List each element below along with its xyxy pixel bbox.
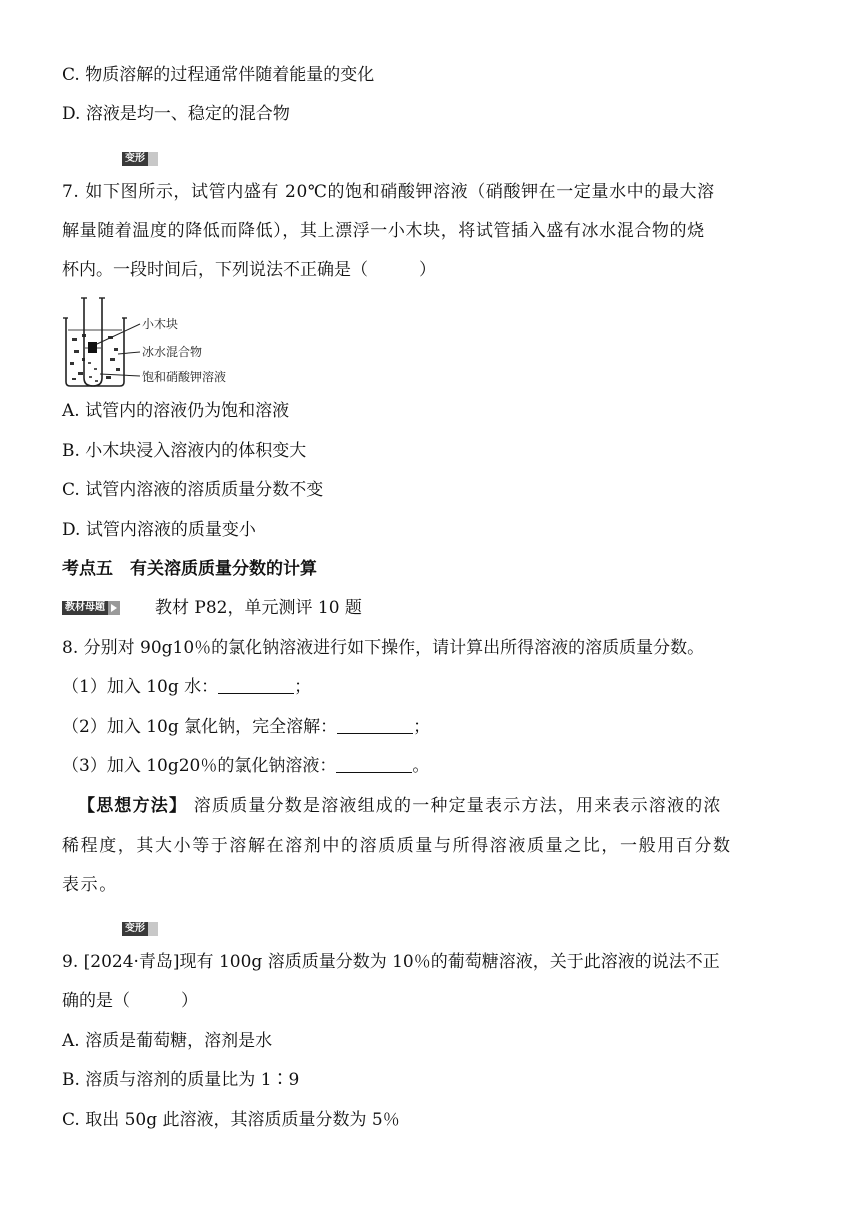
tube-crystals: [88, 362, 98, 382]
variant-tag-2: [122, 922, 158, 936]
q8-part3-blank[interactable]: [336, 756, 412, 773]
textbook-ref: 教材 P82，单元测评 10 题: [155, 598, 362, 618]
q9-stem-line2: 确的是（ ）: [62, 991, 198, 1011]
q8-part2-end: ；: [413, 717, 431, 737]
q9-option-c: C. 取出 50g 此溶液，其溶质质量分数为 5％: [62, 1110, 400, 1130]
variant-tag-label: 变形: [122, 152, 148, 166]
q8-part2: [62, 717, 430, 737]
q7-stem-line3: 杯内。一段时间后，下列说法不正确是（ ）: [62, 260, 436, 280]
method-line2: 稀程度，其大小等于溶解在溶剂中的溶质质量与所得溶液质量之比，一般用百分数: [62, 836, 732, 856]
q7-option-d: D. 试管内溶液的质量变小: [62, 520, 256, 540]
q8-part1-blank[interactable]: [218, 677, 294, 694]
q9-option-b: B. 溶质与溶剂的质量比为 1∶9: [62, 1070, 300, 1090]
leader-solution: [100, 374, 140, 376]
textbook-badge-label: 教材母题: [62, 601, 108, 615]
play-arrow-icon: [108, 601, 120, 615]
q9-stem-line1: 9. [2024·青岛]现有 100g 溶质质量分数为 10％的葡萄糖溶液，关于此溶液的说法不正: [62, 952, 720, 972]
q8-part3-text: （3）加入 10g20％的氯化钠溶液：: [62, 756, 337, 776]
q6-option-c: C. 物质溶解的过程通常伴随着能量的变化: [62, 65, 375, 85]
q7-stem-line2: 解量随着温度的降低而降低），其上漂浮一小木块，将试管插入盛有冰水混合物的烧: [62, 221, 705, 241]
variant-tag: [122, 152, 158, 166]
label-solution: 饱和硝酸钾溶液: [142, 370, 227, 384]
method-line3: 表示。: [62, 875, 118, 895]
q7-option-c: C. 试管内溶液的溶质质量分数不变: [62, 480, 324, 500]
q8-part3-end: 。: [412, 756, 430, 776]
variant-tag-2-bar: [148, 922, 158, 936]
wood-block: [88, 342, 97, 353]
q9-option-a: A. 溶质是葡萄糖，溶剂是水: [62, 1031, 273, 1051]
method-label: 【思想方法】: [78, 796, 188, 816]
q8-stem: 8. 分别对 90g10％的氯化钠溶液进行如下操作，请计算出所得溶液的溶质质量分数。: [62, 638, 705, 658]
method-line1: [78, 796, 722, 816]
q7-stem-line1: 7. 如下图所示，试管内盛有 20℃的饱和硝酸钾溶液（硝酸钾在一定量水中的最大溶: [62, 182, 715, 202]
q7-option-a: A. 试管内的溶液仍为饱和溶液: [62, 401, 290, 421]
q8-part1: [62, 677, 311, 697]
q6-option-d: D. 溶液是均一、稳定的混合物: [62, 104, 290, 124]
section5-title: 考点五 有关溶质质量分数的计算: [62, 559, 317, 579]
q8-part2-text: （2）加入 10g 氯化钠，完全溶解：: [62, 717, 338, 737]
beaker-figure: [60, 294, 250, 390]
label-ice-water: 冰水混合物: [142, 345, 203, 359]
q8-part1-text: （1）加入 10g 水：: [62, 677, 219, 697]
leader-wood: [97, 324, 140, 344]
method-text-1: 溶质质量分数是溶液组成的一种定量表示方法，用来表示溶液的浓: [187, 796, 722, 816]
q8-part2-blank[interactable]: [337, 717, 413, 734]
q8-part1-end: ；: [294, 677, 312, 697]
variant-tag-bar: [148, 152, 158, 166]
ice-pieces: [70, 334, 120, 380]
label-wood: 小木块: [142, 317, 179, 331]
textbook-badge: [62, 601, 120, 615]
q8-part3: [62, 756, 429, 776]
variant-tag-2-label: 变形: [122, 922, 148, 936]
leader-ice: [118, 352, 140, 354]
q7-option-b: B. 小木块浸入溶液内的体积变大: [62, 441, 307, 461]
